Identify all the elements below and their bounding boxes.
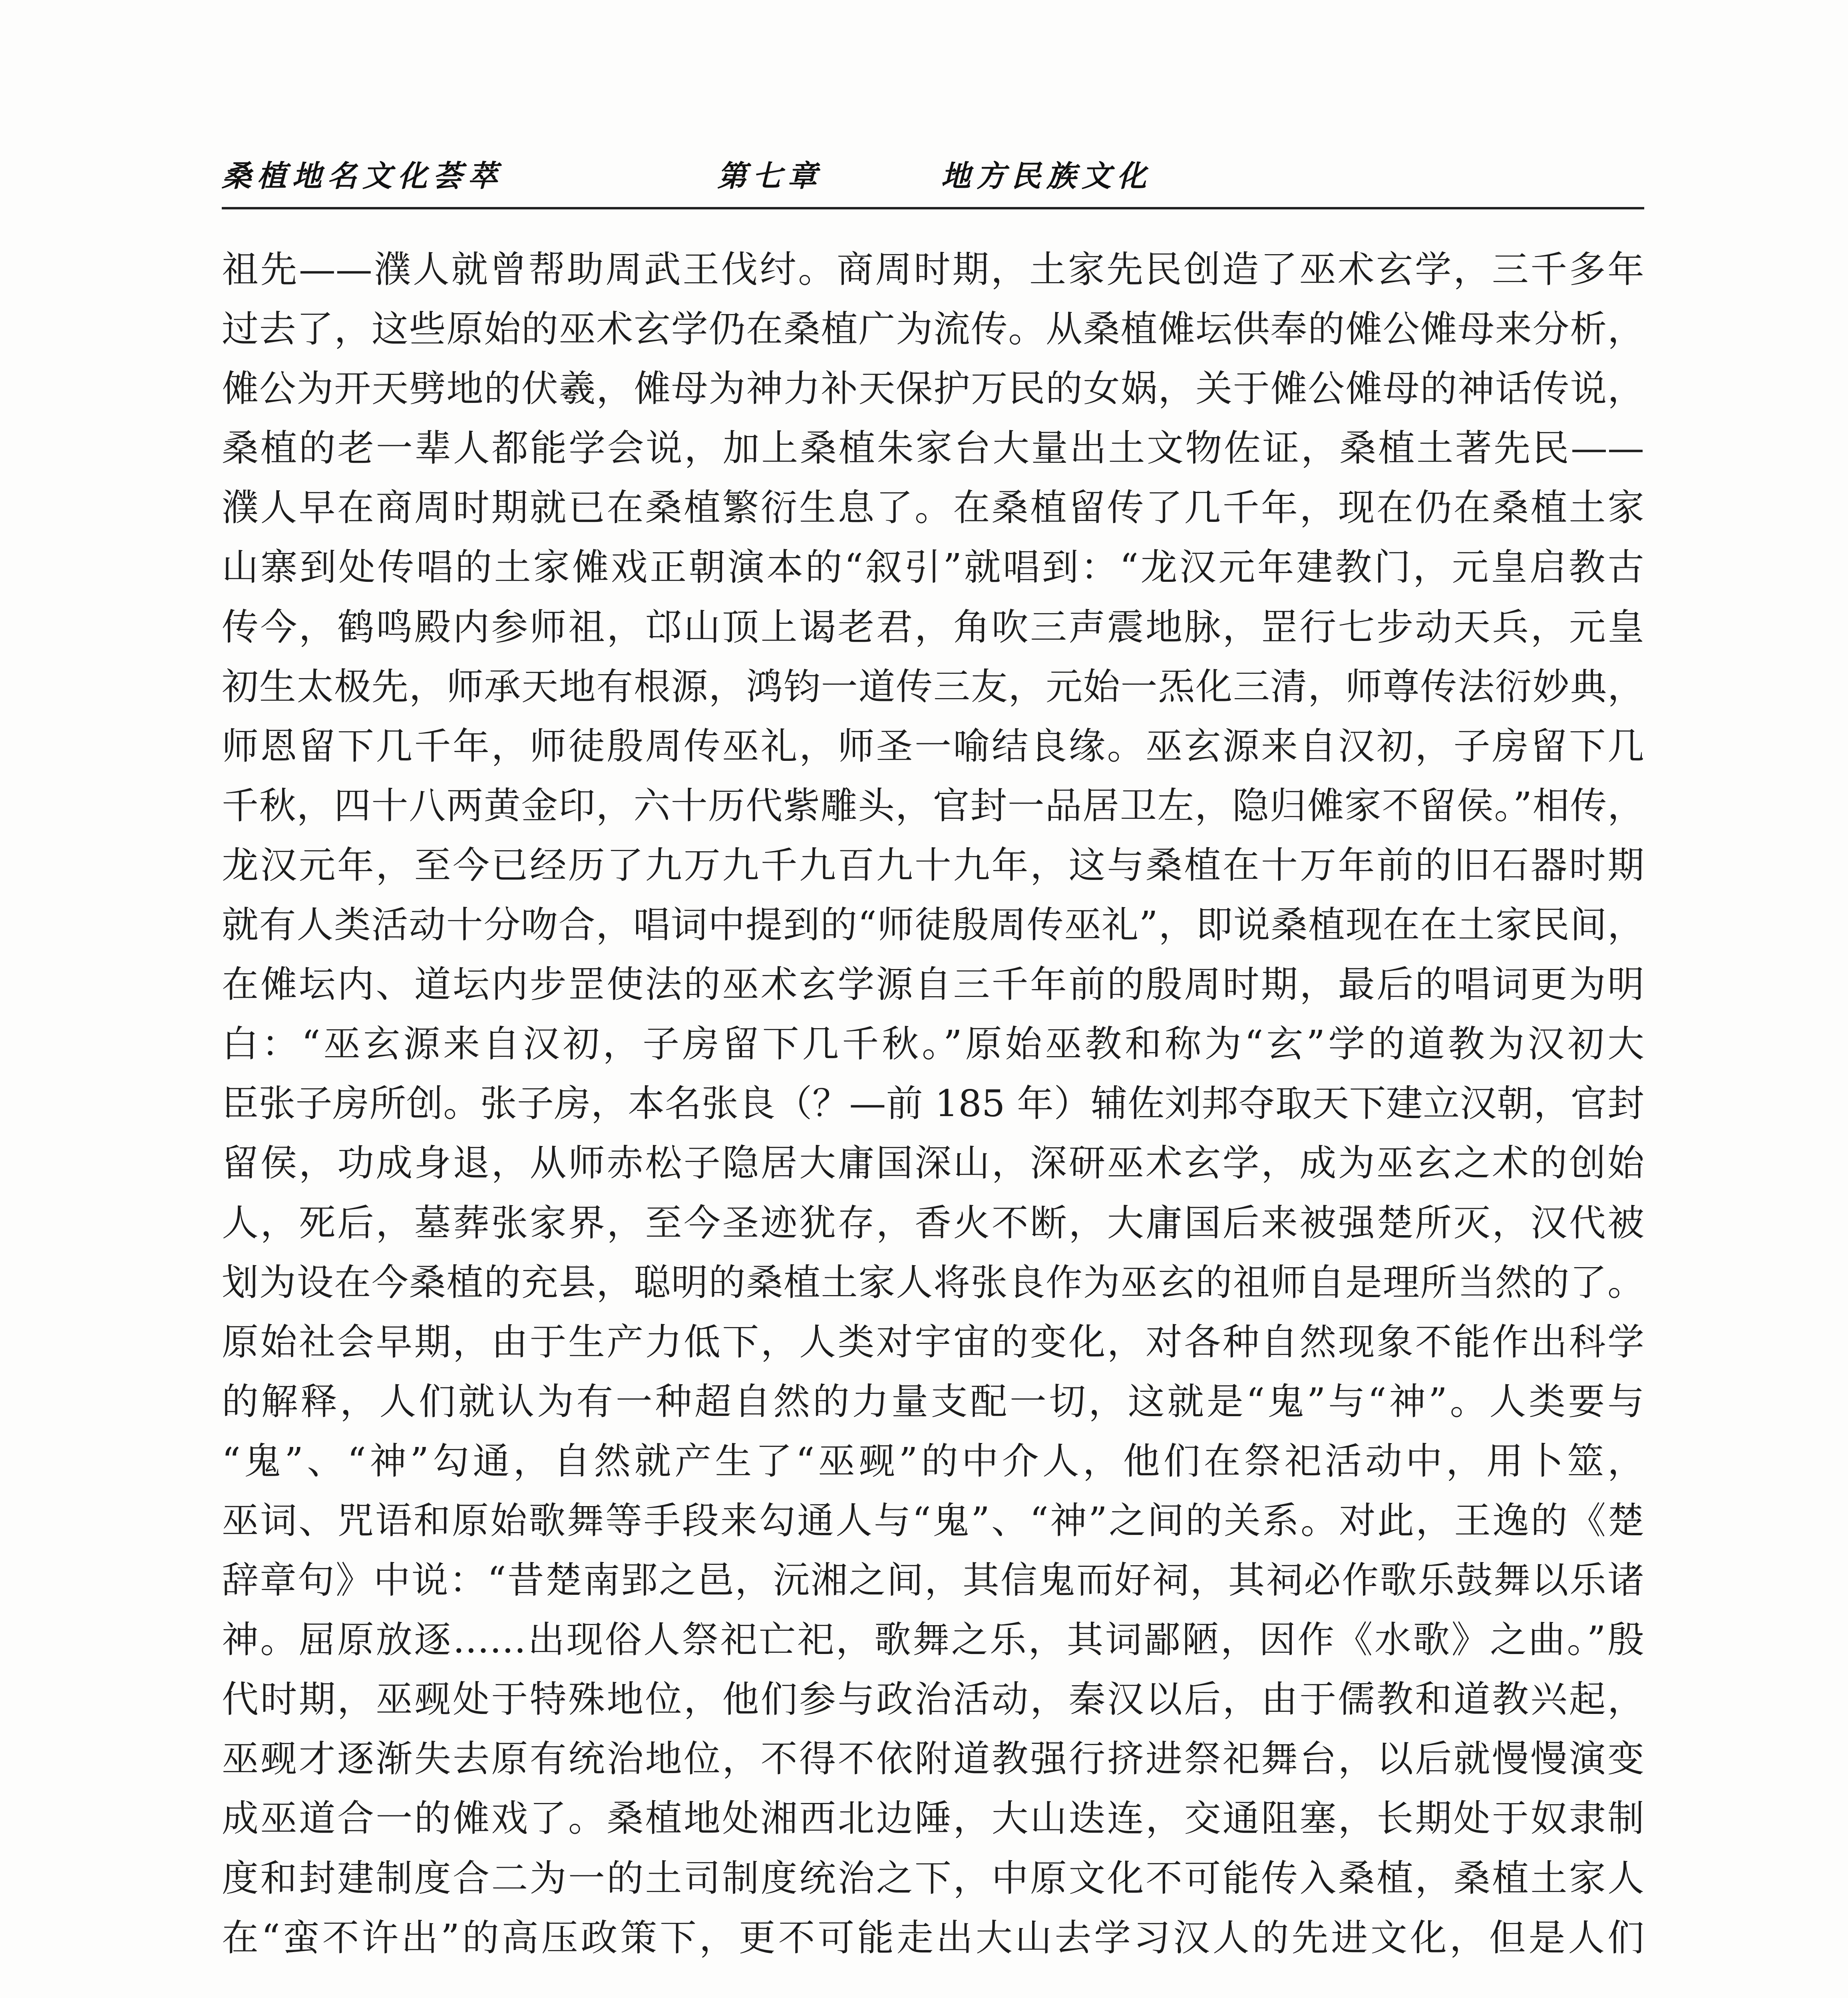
running-header [222,142,1644,206]
text-line: 人，死后，墓葬张家界，至今圣迹犹存，香火不断，大庸国后来被强楚所灭，汉代被 [222,1201,1644,1244]
text-line: 神。屈原放逐……出现俗人祭祀亡祀，歌舞之乐，其词鄙陋，因作《水歌》之曲。”殷 [222,1618,1644,1662]
text-line: 初生太极先，师承天地有根源，鸿钧一道传三友，元始一炁化三清，师尊传法衍妙典， [222,665,1644,708]
text-line: 在“蛮不许出”的高压政策下，更不可能走出大山去学习汉人的先进文化，但是人们 [222,1916,1644,1959]
text-line: 千秋，四十八两黄金印，六十历代紫雕头，官封一品居卫左，隐归傩家不留侯。”相传， [222,784,1644,827]
section-title: 地方民族文化 [941,159,1152,193]
text-line: 就有人类活动十分吻合，唱词中提到的“师徒殷周传巫礼”，即说桑植现在在土家民间， [222,903,1644,947]
text-line: 桑植的老一辈人都能学会说，加上桑植朱家台大量出土文物佐证，桑植土著先民—— [222,427,1644,470]
text-line: 在傩坛内、道坛内步罡使法的巫术玄学源自三千年前的殷周时期，最后的唱词更为明 [222,963,1644,1006]
text-line: 龙汉元年，至今已经历了九万九千九百九十九年，这与桑植在十万年前的旧石器时期 [222,844,1644,887]
text-line: 傩公为开天劈地的伏羲，傩母为神力补天保护万民的女娲，关于傩公傩母的神话传说， [222,367,1644,410]
header-divider [222,207,1644,209]
text-line: 的解释，人们就认为有一种超自然的力量支配一切，这就是“鬼”与“神”。人类要与 [222,1380,1644,1423]
text-line: 山寨到处传唱的土家傩戏正朝演本的“叙引”就唱到：“龙汉元年建教门，元皇启教古 [222,546,1644,589]
text-line: 濮人早在商周时期就已在桑植繁衍生息了。在桑植留传了几千年，现在仍在桑植土家 [222,486,1644,529]
text-line: 巫觋才逐渐失去原有统治地位，不得不依附道教强行挤进祭祀舞台，以后就慢慢演变 [222,1737,1644,1781]
text-line: 白：“巫玄源来自汉初，子房留下几千秋。”原始巫教和称为“玄”学的道教为汉初大 [222,1023,1644,1066]
text-line: 原始社会早期，由于生产力低下，人类对宇宙的变化，对各种自然现象不能作出科学 [222,1320,1644,1363]
text-line: 辞章句》中说：“昔楚南郢之邑，沅湘之间，其信鬼而好祠，其祠必作歌乐鼓舞以乐诸 [222,1559,1644,1602]
text-line: 成巫道合一的傩戏了。桑植地处湘西北边陲，大山迭连，交通阻塞，长期处于奴隶制 [222,1797,1644,1840]
chapter-label: 第七章 [717,159,823,193]
text-line: 代时期，巫觋处于特殊地位，他们参与政治活动，秦汉以后，由于儒教和道教兴起， [222,1678,1644,1721]
text-line: 祖先——濮人就曾帮助周武王伐纣。商周时期，土家先民创造了巫术玄学，三千多年 [222,248,1644,291]
text-line: 巫词、咒语和原始歌舞等手段来勾通人与“鬼”、“神”之间的关系。对此，王逸的《楚 [222,1499,1644,1542]
text-line: 臣张子房所创。张子房，本名张良（？—前 185 年）辅佐刘邦夺取天下建立汉朝，官封 [222,1082,1644,1125]
text-line: 划为设在今桑植的充县，聪明的桑植土家人将张良作为巫玄的祖师自是理所当然的了。 [222,1261,1644,1304]
text-line: 过去了，这些原始的巫术玄学仍在桑植广为流传。从桑植傩坛供奉的傩公傩母来分析， [222,308,1644,351]
text-line: 传今，鹤鸣殿内参师祖，邙山顶上谒老君，角吹三声震地脉，罡行七步动天兵，元皇 [222,605,1644,649]
text-line: 师恩留下几千年，师徒殷周传巫礼，师圣一喻结良缘。巫玄源来自汉初，子房留下几 [222,724,1644,768]
book-title: 桑植地名文化荟萃 [222,159,503,193]
text-line: 留侯，功成身退，从师赤松子隐居大庸国深山，深研巫术玄学，成为巫玄之术的创始 [222,1142,1644,1185]
text-line: 度和封建制度合二为一的土司制度统治之下，中原文化不可能传入桑植，桑植土家人 [222,1857,1644,1900]
body-text [222,240,1644,1968]
text-line: “鬼”、“神”勾通，自然就产生了“巫觋”的中介人，他们在祭祀活动中，用卜筮， [222,1439,1644,1483]
